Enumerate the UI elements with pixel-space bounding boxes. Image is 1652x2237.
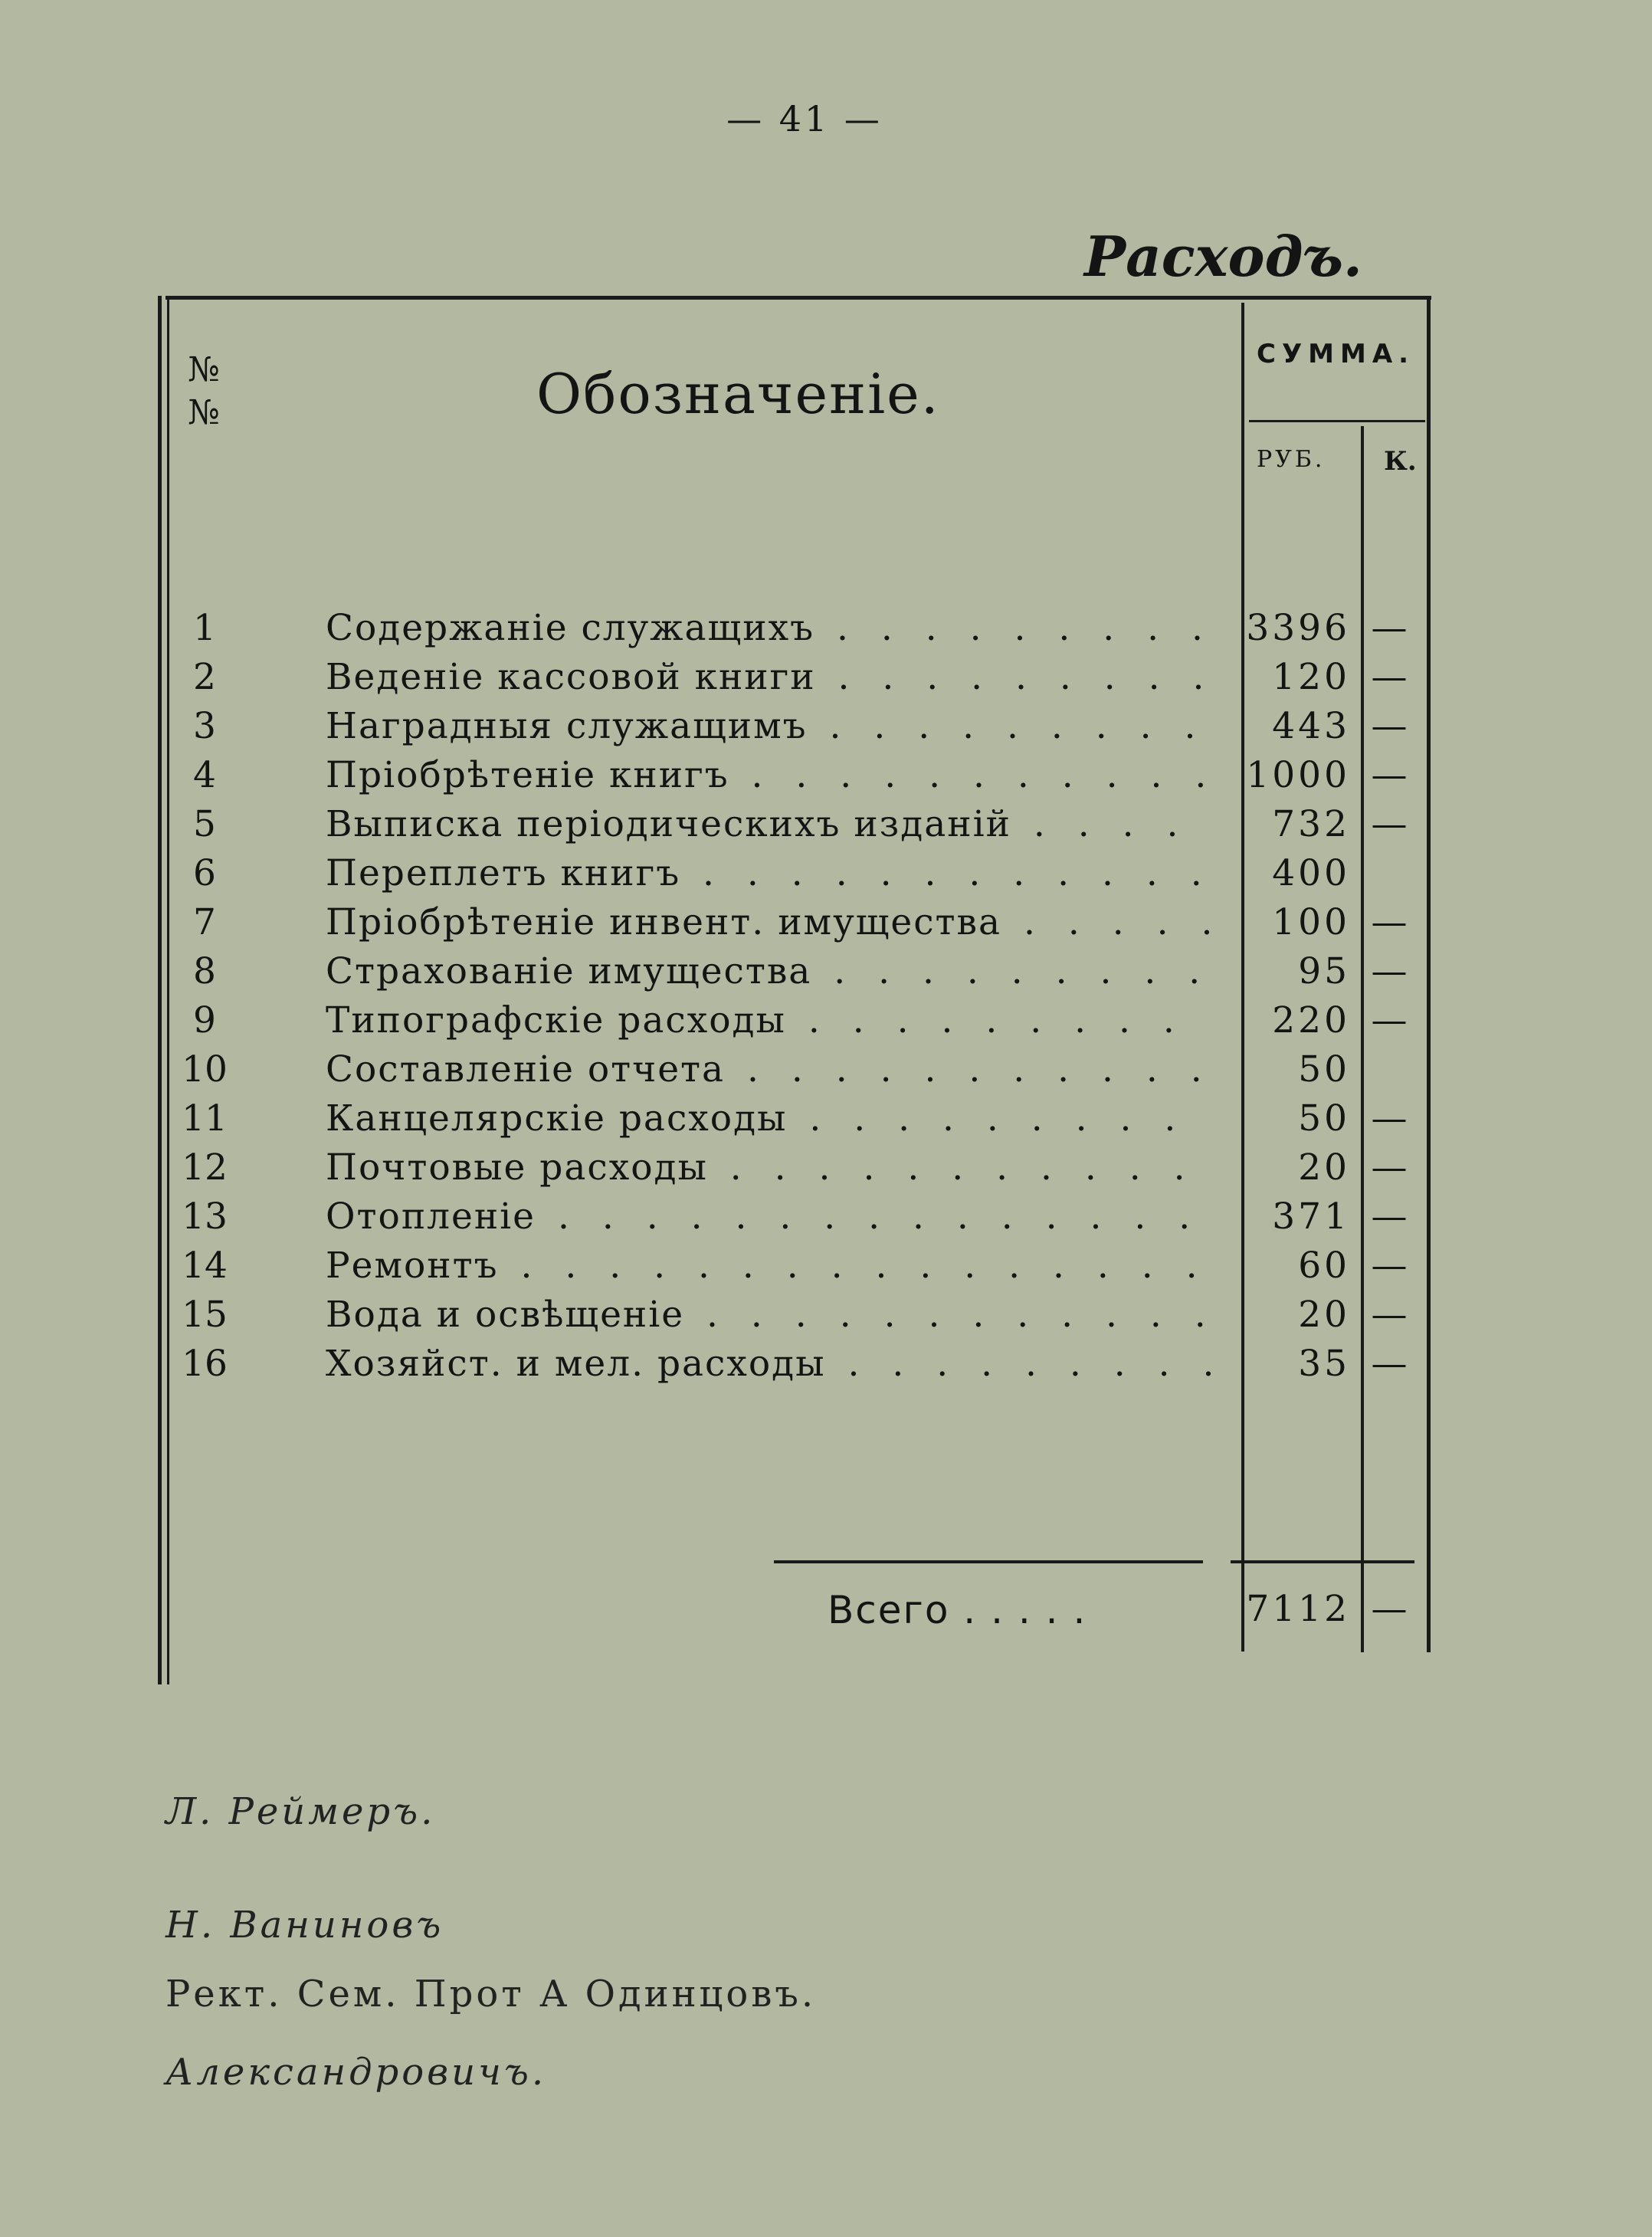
row-designation: Типографскіе расходы . . . [326, 999, 1211, 1041]
row-number: 2 [193, 656, 216, 698]
table-rule-sum-header [1249, 420, 1425, 422]
row-designation: Канцелярскіе расходы . . . [326, 1097, 1211, 1140]
table-row [0, 754, 1652, 803]
row-rubles: 220 [1272, 999, 1350, 1041]
row-rubles: 371 [1272, 1196, 1350, 1238]
row-kopecks: — [1371, 901, 1408, 943]
row-number: 14 [182, 1245, 228, 1287]
table-row [0, 901, 1652, 950]
table-row [0, 999, 1652, 1048]
row-rubles: 120 [1272, 656, 1350, 698]
row-designation: Составленіе отчета . . . [326, 1048, 1211, 1091]
row-designation: Пріобрѣтеніе инвент. имущества . . . [326, 901, 1211, 943]
row-kopecks: — [1371, 1097, 1408, 1140]
row-number: 8 [193, 950, 216, 992]
row-number: 1 [193, 607, 216, 649]
row-designation: Содержаніе служащихъ . . . [326, 607, 1211, 649]
row-rubles: 50 [1298, 1097, 1350, 1140]
total-label: Всего . . . . . [828, 1588, 1087, 1632]
row-kopecks: — [1371, 999, 1408, 1041]
total-rule-sum [1231, 1560, 1414, 1563]
table-row [0, 950, 1652, 999]
row-designation: Вода и освѣщеніе . . . [326, 1294, 1211, 1336]
row-kopecks: — [1371, 803, 1408, 845]
signature-aleksandrovich: Александровичъ. [166, 2051, 547, 2094]
total-rule-name [774, 1560, 1203, 1563]
row-rubles: 20 [1298, 1294, 1350, 1336]
row-kopecks: — [1371, 705, 1408, 747]
row-rubles: 3396 [1246, 607, 1350, 649]
table-row [0, 1245, 1652, 1294]
table-row [0, 656, 1652, 705]
row-designation: Пріобрѣтеніе книгъ . . . [326, 754, 1211, 796]
row-kopecks: — [1371, 1245, 1408, 1287]
row-designation: Ремонтъ . . . [326, 1245, 1211, 1287]
row-kopecks: — [1371, 1294, 1408, 1336]
table-top-rule [166, 296, 1431, 300]
row-kopecks: — [1371, 1343, 1408, 1385]
row-kopecks: — [1371, 607, 1408, 649]
column-header-number: №№ [188, 350, 220, 432]
row-rubles: 95 [1298, 950, 1350, 992]
table-row [0, 1097, 1652, 1146]
table-row [0, 1048, 1652, 1097]
table-row [0, 1196, 1652, 1245]
row-rubles: 35 [1298, 1343, 1350, 1385]
table-row [0, 1343, 1652, 1392]
table-row [0, 607, 1652, 656]
row-number: 16 [182, 1343, 228, 1385]
row-number: 15 [182, 1294, 228, 1336]
row-designation: Страхованіе имущества . . . [326, 950, 1211, 992]
row-number: 6 [193, 852, 216, 894]
row-kopecks: — [1371, 1196, 1408, 1238]
section-title: Расходъ. [1083, 224, 1362, 289]
page-number: — 41 — [726, 98, 883, 139]
row-kopecks: — [1371, 1146, 1408, 1189]
row-number: 13 [182, 1196, 228, 1238]
row-rubles: 732 [1272, 803, 1350, 845]
row-rubles: 100 [1272, 901, 1350, 943]
row-number: 3 [193, 705, 216, 747]
column-header-kopecks: К. [1384, 446, 1417, 477]
table-row [0, 705, 1652, 754]
row-designation: Веденіе кассовой книги . . . [326, 656, 1211, 698]
table-row [0, 1146, 1652, 1196]
row-designation: Почтовые расходы . . . [326, 1146, 1211, 1189]
row-rubles: 50 [1298, 1048, 1350, 1091]
table-row [0, 1294, 1652, 1343]
row-designation: Хозяйст. и мел. расходы . . . [326, 1343, 1211, 1385]
row-number: 9 [193, 999, 216, 1041]
column-header-sum: СУММА. [1257, 339, 1415, 369]
row-kopecks: — [1371, 950, 1408, 992]
signature-odintsov: Рект. Сем. Прот А Одинцовъ. [166, 1973, 817, 2016]
row-rubles: 60 [1298, 1245, 1350, 1287]
table-row [0, 803, 1652, 852]
row-rubles: 20 [1298, 1146, 1350, 1189]
table-row [0, 852, 1652, 901]
row-number: 7 [193, 901, 216, 943]
row-rubles: 443 [1272, 705, 1350, 747]
total-kopecks: — [1371, 1588, 1408, 1630]
row-number: 4 [193, 754, 216, 796]
row-designation: Выписка періодическихъ изданій . . . [326, 803, 1211, 845]
signature-vaninov: Н. Ваниновъ [166, 1904, 444, 1947]
total-rubles: 7112 [1246, 1588, 1350, 1630]
row-kopecks: — [1371, 754, 1408, 796]
row-rubles: 1000 [1246, 754, 1350, 796]
row-number: 11 [182, 1097, 228, 1140]
row-designation: Отопленіе . . . [326, 1196, 1211, 1238]
signature-reimer: Л. Реймеръ. [166, 1790, 436, 1833]
row-number: 12 [182, 1146, 228, 1189]
row-number: 5 [193, 803, 216, 845]
column-header-designation: Обозначеніе. [536, 362, 940, 426]
row-designation: Наградныя служащимъ . . . [326, 705, 1211, 747]
row-number: 10 [182, 1048, 228, 1091]
row-designation: Переплетъ книгъ . . . [326, 852, 1211, 894]
column-header-rubles: РУБ. [1257, 446, 1326, 473]
row-kopecks: — [1371, 656, 1408, 698]
row-rubles: 400 [1272, 852, 1350, 894]
